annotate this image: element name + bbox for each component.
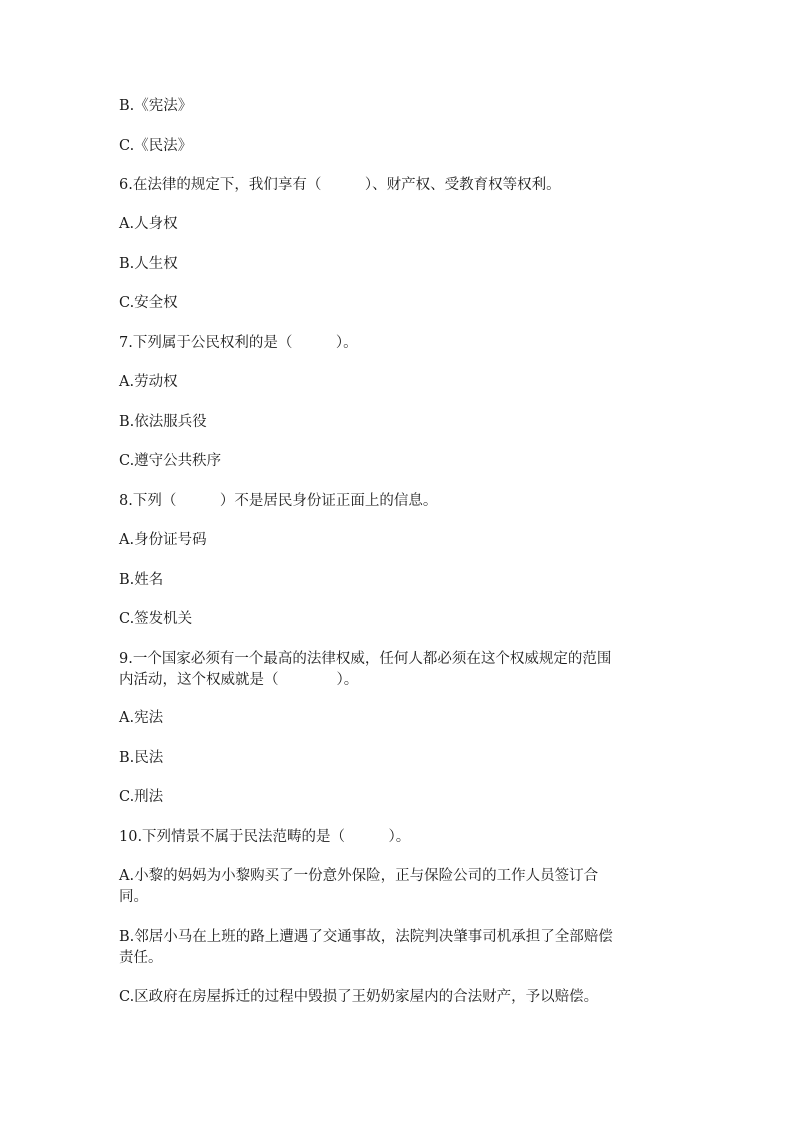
q5-option-b: B.《宪法》 bbox=[119, 98, 193, 114]
question-6: 6.在法律的规定下，我们享有（ ）、财产权、受教育权等权利。 bbox=[119, 177, 561, 193]
q5-option-c: C.《民法》 bbox=[119, 138, 193, 154]
q8-option-c: C.签发机关 bbox=[119, 611, 193, 627]
q9-option-a: A.宪法 bbox=[119, 710, 164, 726]
q6-option-c: C.安全权 bbox=[119, 295, 178, 311]
q9-option-c: C.刑法 bbox=[119, 789, 164, 805]
q7-option-a: A.劳动权 bbox=[119, 374, 178, 390]
question-9-line-2: 内活动，这个权威就是（ ）。 bbox=[119, 672, 359, 688]
q10-option-a-line-1: A.小黎的妈妈为小黎购买了一份意外保险，正与保险公司的工作人员签订合 bbox=[119, 868, 599, 884]
q6-option-b: B.人生权 bbox=[119, 256, 178, 272]
q7-option-c: C.遵守公共秩序 bbox=[119, 453, 222, 469]
question-9-line-1: 9.一个国家必须有一个最高的法律权威，任何人都必须在这个权威规定的范围 bbox=[119, 651, 612, 667]
q6-option-a: A.人身权 bbox=[119, 216, 178, 232]
question-8: 8.下列（ ）不是居民身份证正面上的信息。 bbox=[119, 493, 438, 509]
q10-option-a-line-2: 同。 bbox=[119, 889, 148, 905]
q8-option-b: B.姓名 bbox=[119, 572, 164, 588]
q10-option-b-line-2: 责任。 bbox=[119, 950, 163, 966]
question-10: 10.下列情景不属于民法范畴的是（ ）。 bbox=[119, 829, 411, 845]
q10-option-c: C.区政府在房屋拆迁的过程中毁损了王奶奶家屋内的合法财产，予以赔偿。 bbox=[119, 989, 599, 1005]
q9-option-b: B.民法 bbox=[119, 750, 164, 766]
q10-option-b-line-1: B.邻居小马在上班的路上遭遇了交通事故，法院判决肇事司机承担了全部赔偿 bbox=[119, 929, 613, 945]
q8-option-a: A.身份证号码 bbox=[119, 532, 207, 548]
q7-option-b: B.依法服兵役 bbox=[119, 414, 207, 430]
question-7: 7.下列属于公民权利的是（ ）。 bbox=[119, 335, 358, 351]
